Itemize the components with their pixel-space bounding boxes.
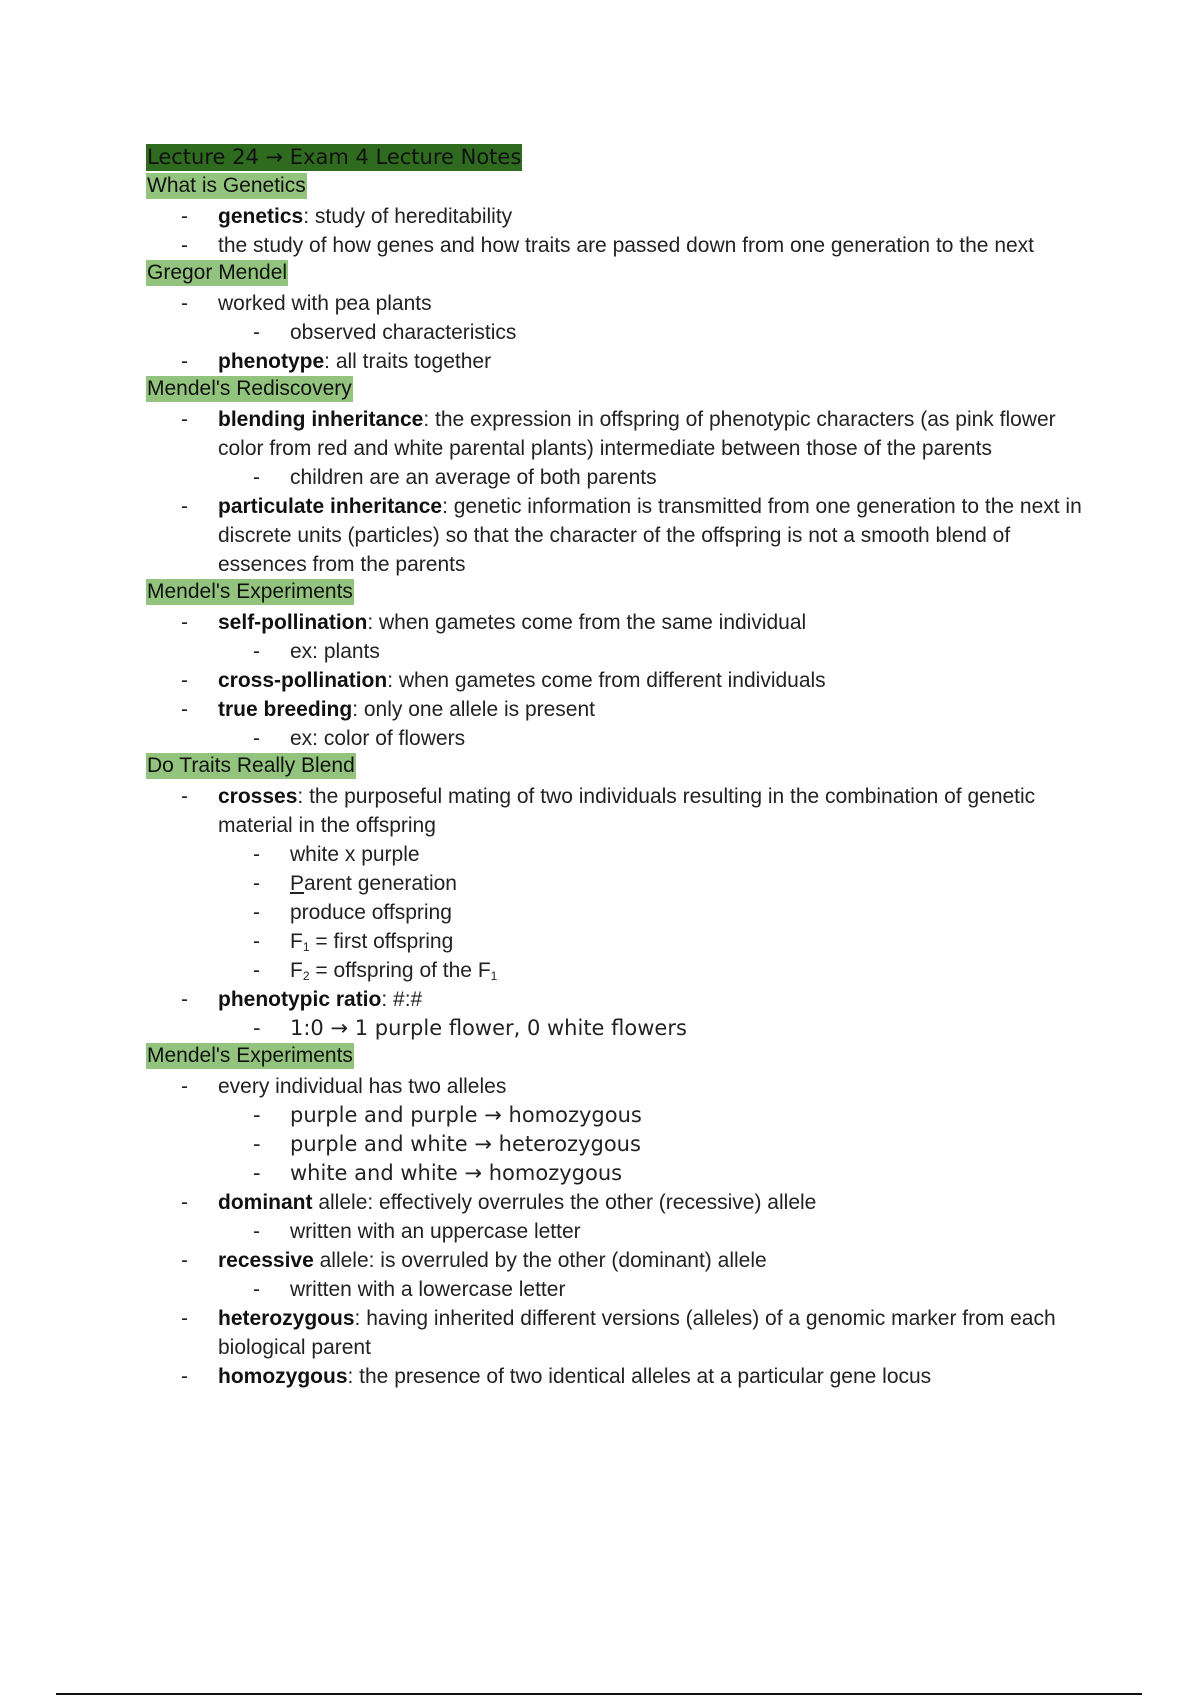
term: blending inheritance <box>218 408 424 431</box>
sub-bullet-text: children are an average of both parents <box>290 466 657 489</box>
bullet-item <box>146 289 1096 318</box>
section-heading: Mendel's Experiments <box>147 1044 353 1067</box>
term: heterozygous <box>218 1307 355 1330</box>
sub-bullet-item <box>146 318 1096 347</box>
sub-bullet-item <box>146 1159 1096 1188</box>
bullet-dash: - <box>253 901 260 924</box>
bullet-dash: - <box>253 1220 260 1243</box>
sub-bullet-text: 1:0 → 1 purple flower, 0 white flowers <box>290 1016 687 1040</box>
definition: : the purposeful mating of two individuals resulting in the combination of genetic material in the offspring <box>218 785 1036 837</box>
bullet-dash: - <box>181 1249 188 1272</box>
generation-symbol: F <box>290 930 303 953</box>
bullet-item <box>146 985 1096 1014</box>
section-heading-row <box>146 376 1096 405</box>
section-heading-row <box>146 173 1096 202</box>
term: crosses <box>218 785 298 808</box>
bullet-dash: - <box>181 1307 188 1330</box>
underlined-letter: P <box>290 872 305 895</box>
section-heading: Do Traits Really Blend <box>147 754 355 777</box>
bullet-item <box>146 405 1096 463</box>
bullet-dash: - <box>181 292 188 315</box>
term: genetics <box>218 205 304 228</box>
bullet-item <box>146 202 1096 231</box>
sub-bullet-item <box>146 1014 1096 1043</box>
page-bottom-rule <box>56 1693 1142 1695</box>
bullet-dash: - <box>181 495 188 518</box>
definition: : #:# <box>381 988 423 1011</box>
bullet-dash: - <box>181 611 188 634</box>
term: particulate inheritance <box>218 495 443 518</box>
section-heading: Mendel's Experiments <box>147 580 353 603</box>
bullet-dash: - <box>253 1103 261 1127</box>
bullet-dash: - <box>253 1016 261 1040</box>
definition: : the expression in offspring of phenotypic characters (as pink flower color from red and white parental plants) intermediate between those of the parents <box>218 408 1056 460</box>
bullet-dash: - <box>181 205 188 228</box>
sub-bullet-item <box>146 956 1096 985</box>
bullet-dash: - <box>253 959 260 982</box>
sub-bullet-text: written with a lowercase letter <box>290 1278 566 1301</box>
definition: : when gametes come from different individuals <box>387 669 826 692</box>
notes-content <box>146 144 1096 1391</box>
sub-bullet-item <box>146 869 1096 898</box>
bullet-dash: - <box>253 843 260 866</box>
definition: : the presence of two identical alleles at a particular gene locus <box>347 1365 932 1388</box>
bullet-item <box>146 695 1096 724</box>
bullet-dash: - <box>253 640 260 663</box>
term: dominant <box>218 1191 313 1214</box>
section-heading-row <box>146 753 1096 782</box>
bullet-dash: - <box>181 234 188 257</box>
bullet-text: the study of how genes and how traits are passed down from one generation to the next <box>218 234 1035 257</box>
definition: : only one allele is present <box>352 698 595 721</box>
sub-bullet-item <box>146 463 1096 492</box>
definition: : study of hereditability <box>303 205 513 228</box>
bullet-dash: - <box>181 1075 188 1098</box>
section-heading-row <box>146 1043 1096 1072</box>
sub-bullet-item <box>146 637 1096 666</box>
bullet-dash: - <box>253 727 260 750</box>
bullet-item <box>146 608 1096 637</box>
bullet-item <box>146 231 1096 260</box>
generation-symbol: F <box>290 959 303 982</box>
sub-bullet-text: purple and white → heterozygous <box>290 1132 641 1156</box>
bullet-text: every individual has two alleles <box>218 1075 507 1098</box>
definition: : when gametes come from the same individual <box>367 611 807 634</box>
bullet-dash: - <box>181 698 188 721</box>
sub-bullet-text: = offspring of the F <box>309 959 491 982</box>
bullet-dash: - <box>253 1161 261 1185</box>
term: phenotypic ratio <box>218 988 382 1011</box>
sub-bullet-text: arent generation <box>304 872 457 895</box>
term: phenotype <box>218 350 325 373</box>
bullet-item <box>146 666 1096 695</box>
sub-bullet-text: white x purple <box>290 843 420 866</box>
sub-bullet-item <box>146 1130 1096 1159</box>
bullet-dash: - <box>253 872 260 895</box>
bullet-item <box>146 1188 1096 1217</box>
sub-bullet-item <box>146 898 1096 927</box>
bullet-dash: - <box>253 1278 260 1301</box>
sub-bullet-text: written with an uppercase letter <box>290 1220 581 1243</box>
term: cross-pollination <box>218 669 388 692</box>
sub-bullet-item <box>146 1101 1096 1130</box>
bullet-dash: - <box>253 466 260 489</box>
sub-bullet-item <box>146 927 1096 956</box>
sub-bullet-text: white and white → homozygous <box>290 1161 623 1185</box>
bullet-dash: - <box>181 1365 188 1388</box>
sub-bullet-text: purple and purple → homozygous <box>290 1103 642 1127</box>
definition: : having inherited different versions (alleles) of a genomic marker from each biological parent <box>218 1307 1056 1359</box>
bullet-dash: - <box>181 785 188 808</box>
bullet-item <box>146 1072 1096 1101</box>
bullet-dash: - <box>181 350 188 373</box>
definition: : all traits together <box>324 350 492 373</box>
bullet-dash: - <box>253 930 260 953</box>
bullet-item <box>146 782 1096 840</box>
bullet-item <box>146 1304 1096 1362</box>
term: homozygous <box>218 1365 348 1388</box>
bullet-text: worked with pea plants <box>218 292 432 315</box>
subscript: 1 <box>490 969 498 983</box>
page-title: Lecture 24 → Exam 4 Lecture Notes <box>147 145 522 169</box>
sub-bullet-text: ex: color of flowers <box>290 727 466 750</box>
definition: allele: effectively overrules the other (recessive) allele <box>312 1191 817 1214</box>
bullet-item <box>146 1362 1096 1391</box>
sub-bullet-item <box>146 1275 1096 1304</box>
sub-bullet-item <box>146 1217 1096 1246</box>
subscript: 1 <box>302 940 310 954</box>
section-heading: Mendel's Rediscovery <box>147 377 352 400</box>
sub-bullet-item <box>146 724 1096 753</box>
title-row <box>146 144 1096 173</box>
section-heading-row <box>146 579 1096 608</box>
term: self-pollination <box>218 611 368 634</box>
definition: : genetic information is transmitted from one generation to the next in discrete units (particles) so that the character of the offspring is not a smooth blend of essences from the parents <box>218 495 1082 576</box>
sub-bullet-item <box>146 840 1096 869</box>
bullet-dash: - <box>253 321 260 344</box>
bullet-dash: - <box>181 1191 188 1214</box>
bullet-dash: - <box>181 408 188 431</box>
section-heading: What is Genetics <box>147 174 306 197</box>
sub-bullet-text: = first offspring <box>309 930 454 953</box>
term: true breeding <box>218 698 353 721</box>
bullet-dash: - <box>181 669 188 692</box>
section-heading-row <box>146 260 1096 289</box>
bullet-item <box>146 492 1096 579</box>
subscript: 2 <box>302 969 310 983</box>
definition: allele: is overruled by the other (dominant) allele <box>313 1249 767 1272</box>
bullet-item <box>146 347 1096 376</box>
bullet-dash: - <box>181 988 188 1011</box>
sub-bullet-text: produce offspring <box>290 901 452 924</box>
bullet-item <box>146 1246 1096 1275</box>
term: recessive <box>218 1249 314 1272</box>
section-heading: Gregor Mendel <box>147 261 288 284</box>
sub-bullet-text: ex: plants <box>290 640 380 663</box>
bullet-dash: - <box>253 1132 261 1156</box>
sub-bullet-text: observed characteristics <box>290 321 517 344</box>
